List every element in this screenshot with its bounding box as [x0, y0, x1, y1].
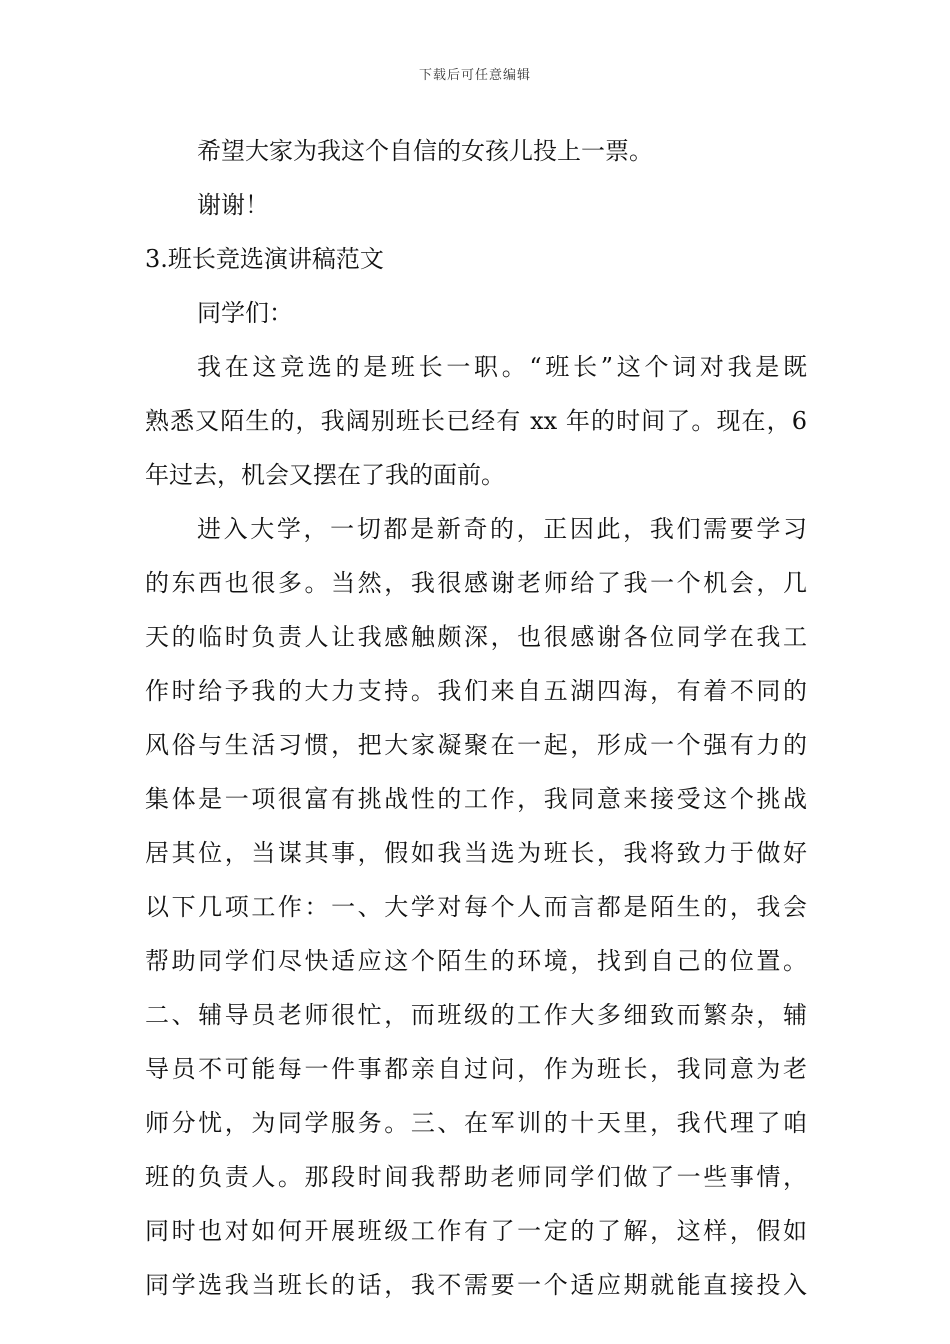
page-header-note: 下载后可任意编辑 [418, 68, 531, 83]
paragraph-line: 同学选我当班长的话，我不需要一个适应期就能直接投入 [145, 1271, 807, 1299]
paragraph-line: 我在这竞选的是班长一职。“班长”这个词对我是既 [197, 353, 807, 381]
paragraph-line: 同时也对如何开展班级工作有了一定的了解，这样，假如 [145, 1217, 807, 1245]
paragraph-line: 导员不可能每一件事都亲自过问，作为班长，我同意为老 [145, 1055, 807, 1083]
paragraph-line: 的东西也很多。当然，我很感谢老师给了我一个机会，几 [145, 569, 807, 597]
paragraph-line: 班的负责人。那段时间我帮助老师同学们做了一些事情， [145, 1163, 807, 1191]
paragraph-line: 帮助同学们尽快适应这个陌生的环境，找到自己的位置。 [145, 947, 807, 975]
paragraph-line: 年过去，机会又摆在了我的面前。 [145, 461, 505, 489]
paragraph-line: 希望大家为我这个自信的女孩儿投上一票。 [197, 137, 653, 165]
paragraph-line: 集体是一项很富有挑战性的工作，我同意来接受这个挑战 [145, 785, 807, 813]
paragraph-line: 师分忧，为同学服务。三、在军训的十天里，我代理了咱 [145, 1109, 807, 1137]
paragraph-line: 进入大学，一切都是新奇的，正因此，我们需要学习 [197, 515, 807, 543]
paragraph-line: 以下几项工作：一、大学对每个人而言都是陌生的，我会 [145, 893, 807, 921]
paragraph-line: 熟悉又陌生的，我阔别班长已经有 xx 年的时间了。现在，6 [145, 407, 807, 435]
salutation-line: 同学们： [197, 299, 293, 327]
paragraph-line: 二、辅导员老师很忙，而班级的工作大多细致而繁杂，辅 [145, 1001, 807, 1029]
paragraph-line: 风俗与生活习惯，把大家凝聚在一起，形成一个强有力的 [145, 731, 807, 759]
paragraph-line: 作时给予我的大力支持。我们来自五湖四海，有着不同的 [145, 677, 807, 705]
document-body [145, 124, 807, 1312]
paragraph-line: 天的临时负责人让我感触颇深，也很感谢各位同学在我工 [145, 623, 807, 651]
paragraph-line: 居其位，当谋其事，假如我当选为班长，我将致力于做好 [145, 839, 807, 867]
section-heading: 3.班长竞选演讲稿范文 [145, 245, 384, 273]
paragraph-line: 谢谢！ [197, 191, 269, 219]
